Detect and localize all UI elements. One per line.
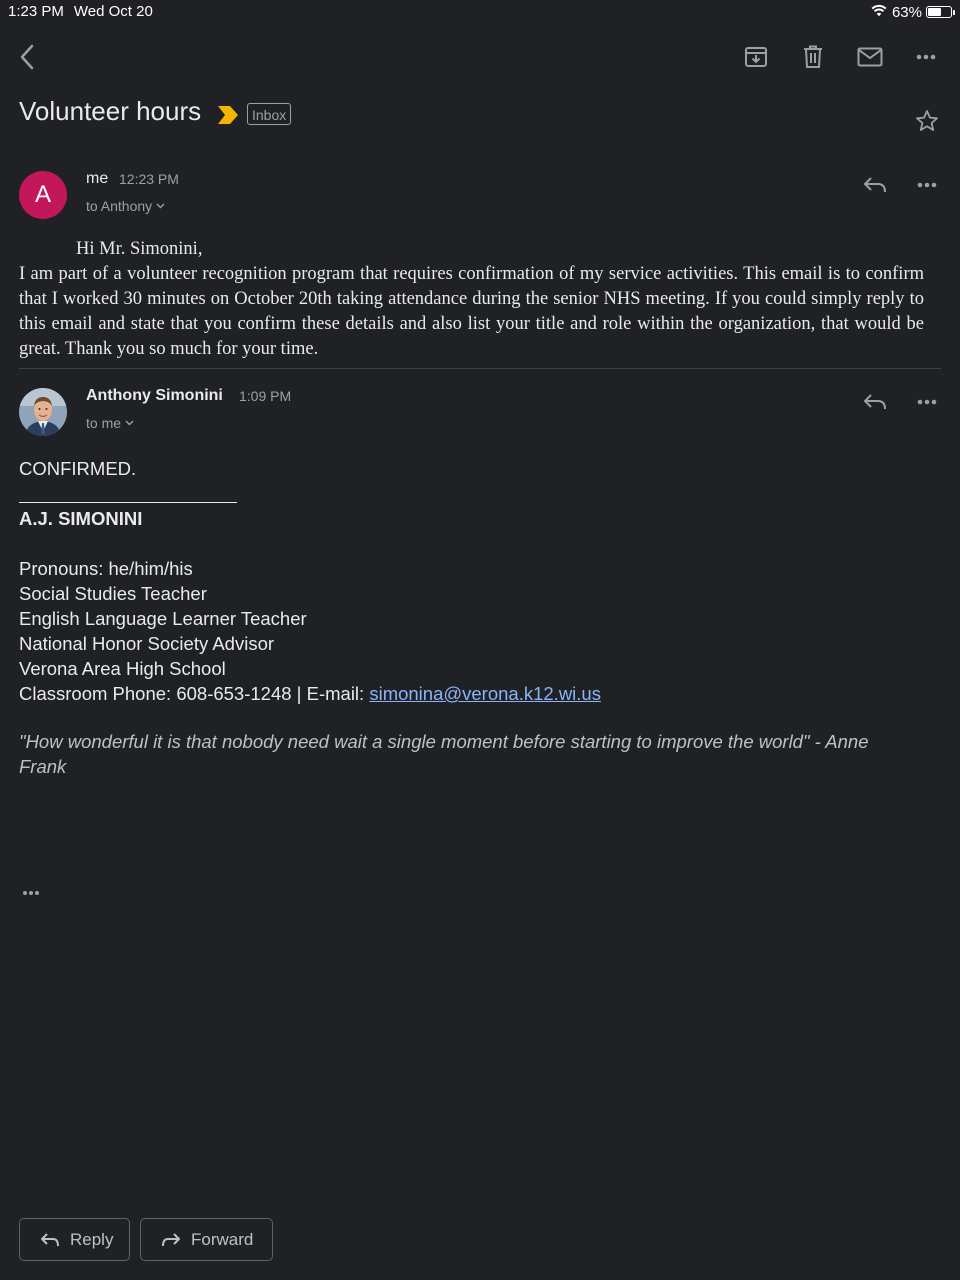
status-bar-right	[870, 3, 952, 21]
reply-text: CONFIRMED.	[19, 458, 137, 479]
signature-title-1: Social Studies Teacher	[19, 583, 207, 604]
status-date: Wed Oct 20	[73, 3, 153, 20]
back-button[interactable]	[12, 42, 42, 72]
signature-quote: "How wonderful it is that nobody need wait a single moment before starting to improve the world" - Anne Frank	[19, 731, 869, 777]
chevron-left-icon	[19, 44, 35, 70]
recipient-label: to me	[86, 415, 122, 431]
message-more-button[interactable]	[912, 388, 942, 416]
show-trimmed-content-button[interactable]	[17, 883, 45, 903]
battery-icon	[926, 6, 952, 18]
more-horizontal-icon	[916, 54, 936, 60]
forward-button-label: Forward	[191, 1229, 254, 1249]
signature-title-2: English Language Learner Teacher	[19, 608, 307, 629]
signature-divider	[19, 502, 237, 503]
important-marker-icon[interactable]	[217, 105, 239, 130]
chevron-down-icon	[125, 420, 134, 426]
battery-level	[928, 8, 941, 16]
message-body	[19, 456, 919, 779]
forward-icon	[161, 1232, 181, 1248]
status-bar-left	[8, 3, 153, 20]
sender-avatar[interactable]: A	[19, 171, 67, 219]
archive-button[interactable]	[741, 42, 771, 72]
recipient-details-toggle[interactable]	[86, 415, 134, 431]
forward-button[interactable]	[140, 1218, 273, 1261]
sender-name: me	[86, 170, 109, 187]
delete-button[interactable]	[798, 42, 828, 72]
more-horizontal-icon	[917, 399, 937, 405]
wifi-icon	[870, 3, 888, 21]
message-time: 12:23 PM	[119, 171, 179, 187]
battery-percent: 63%	[891, 3, 922, 21]
signature-email-link[interactable]: simonina@verona.k12.wi.us	[369, 683, 601, 704]
reply-icon	[863, 393, 887, 411]
message-body	[19, 237, 924, 362]
archive-icon	[744, 45, 768, 69]
reply-button[interactable]	[19, 1218, 130, 1261]
signature-phone: Classroom Phone: 608-653-1248 | E-mail:	[19, 683, 370, 704]
reply-icon-button[interactable]	[860, 388, 890, 416]
message-greeting: Hi Mr. Simonini,	[76, 239, 203, 259]
chevron-down-icon	[156, 203, 165, 209]
sender-avatar[interactable]	[19, 388, 67, 436]
trash-icon	[802, 45, 824, 69]
message-more-button[interactable]	[912, 171, 942, 199]
status-time: 1:23 PM	[8, 3, 64, 20]
message-time: 1:09 PM	[239, 388, 292, 404]
more-horizontal-icon	[917, 182, 937, 188]
message-text: I am part of a volunteer recognition program that requires confirmation of my service activities. This email is to confirm that I worked 30 minutes on October 20th taking attendance during the senior NHS meeting. If you could simply reply to this email and state that you confirm these details and also list your title and role within the organization, that would be great. Thank you so much for your time.	[19, 264, 924, 359]
more-horizontal-icon	[21, 890, 41, 896]
signature-contact	[19, 681, 919, 706]
recipient-label: to Anthony	[86, 198, 153, 214]
reply-button-label: Reply	[70, 1229, 114, 1249]
sender-name: Anthony Simonini	[86, 387, 223, 404]
signature-school: Verona Area High School	[19, 658, 226, 679]
star-button[interactable]	[912, 106, 942, 136]
signature-name: A.J. SIMONINI	[19, 508, 143, 529]
signature-pronouns: Pronouns: he/him/his	[19, 558, 193, 579]
reply-icon-button[interactable]	[860, 171, 890, 199]
recipient-details-toggle[interactable]	[86, 198, 165, 214]
reply-icon	[40, 1232, 60, 1248]
email-subject: Volunteer hours	[19, 96, 202, 126]
inbox-label-chip[interactable]: Inbox	[247, 103, 291, 125]
mark-unread-button[interactable]	[855, 42, 885, 72]
signature-title-3: National Honor Society Advisor	[19, 633, 275, 654]
star-icon	[915, 109, 939, 133]
more-options-button[interactable]	[911, 42, 941, 72]
reply-icon	[863, 176, 887, 194]
mail-icon	[857, 47, 883, 67]
message-divider	[19, 368, 941, 369]
